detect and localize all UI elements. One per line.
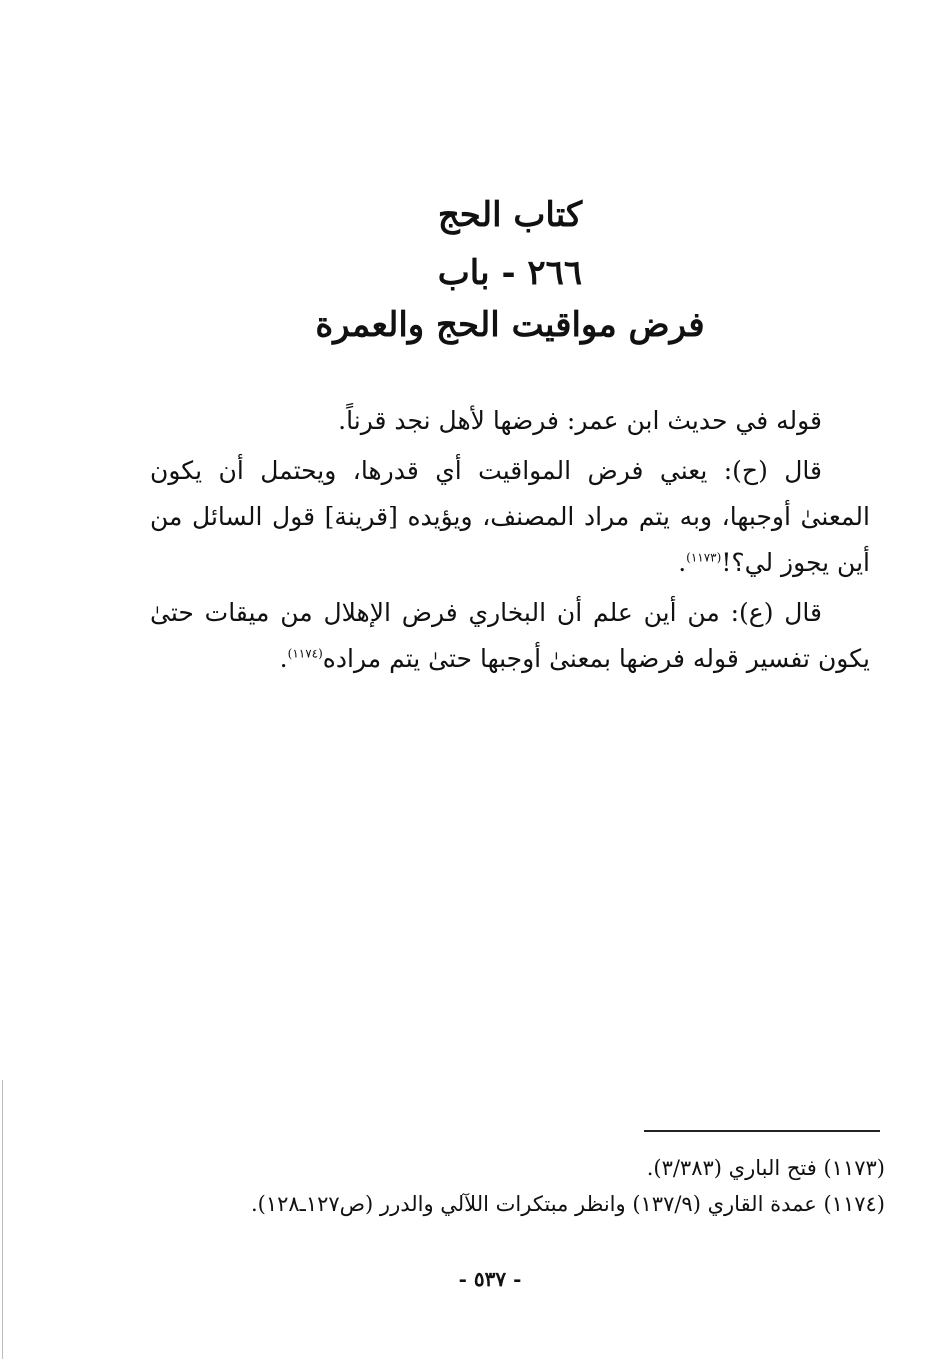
main-text <box>150 398 870 682</box>
book-title: كتاب الحج <box>437 195 583 235</box>
paragraph-text: قال (ح): يعني فرض المواقيت أي قدرها، ويحتمل أن يكون المعنىٰ أوجبها، وبه يتم مراد المصنف، ويؤيده [قرينة] قول السائل من أين يجوز لي؟! <box>150 456 870 577</box>
footnote-divider <box>644 1130 880 1132</box>
footnote-ref: (١١٧٣) <box>686 550 722 565</box>
paragraph <box>150 590 870 682</box>
footnote: (١١٧٤) عمدة القاري (١٣٧/٩) وانظر مبتكرات اللآلي والدرر (ص١٢٧ـ١٢٨). <box>250 1192 885 1216</box>
page-number: - ٥٣٧ - <box>458 1267 522 1291</box>
paragraph <box>150 448 870 586</box>
footnotes <box>190 1150 885 1222</box>
paragraph-text: قوله في حديث ابن عمر: فرضها لأهل نجد قرناً. <box>338 406 822 435</box>
paragraph-end: . <box>678 548 687 577</box>
chapter-number: ٢٦٦ - باب <box>437 253 583 293</box>
paragraph-text: قال (ع): من أين علم أن البخاري فرض الإهلال من ميقات حتىٰ يكون تفسير قوله فرضها بمعنىٰ أوجبها حتىٰ يتم مراده <box>150 598 870 673</box>
footnote: (١١٧٣) فتح الباري (٣/٣٨٣). <box>646 1156 885 1180</box>
scan-edge <box>2 1080 3 1359</box>
chapter-title: فرض مواقيت الحج والعمرة <box>315 305 705 345</box>
paragraph <box>150 398 870 444</box>
paragraph-end: . <box>279 644 288 673</box>
footnote-ref: (١١٧٤) <box>287 646 323 661</box>
